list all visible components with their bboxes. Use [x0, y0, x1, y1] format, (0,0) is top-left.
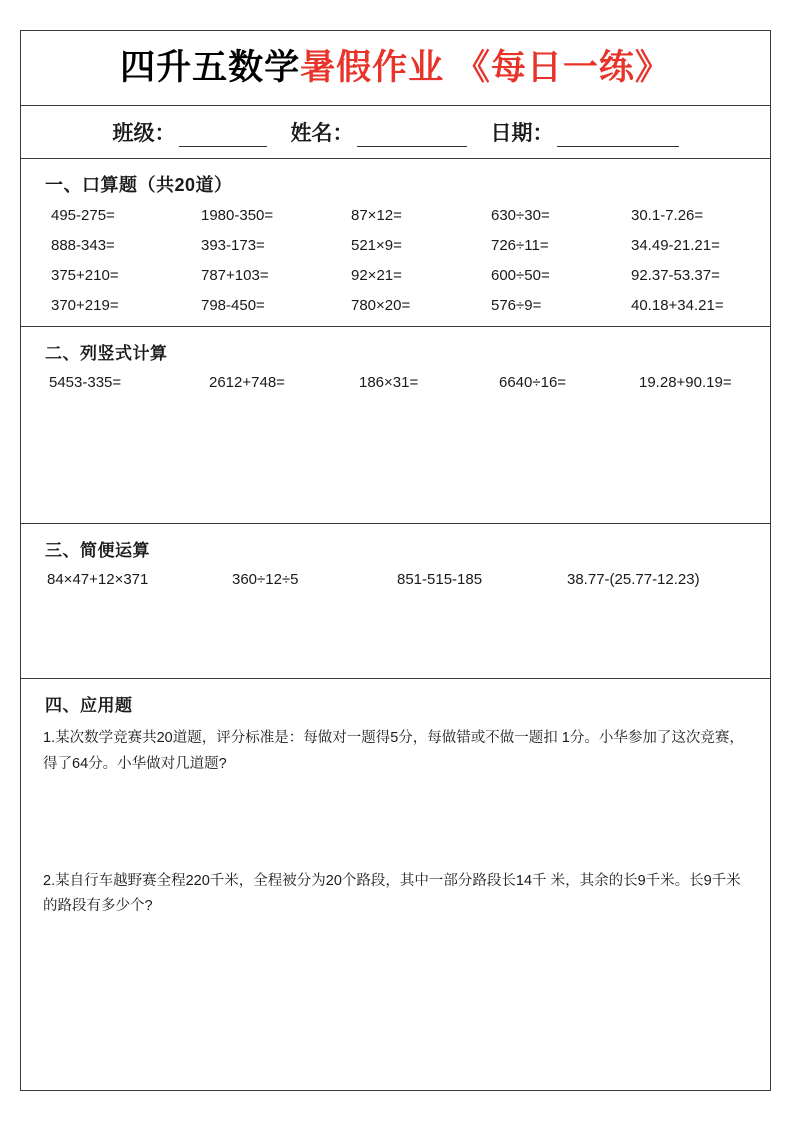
oral-problem: 393-173= [201, 237, 265, 255]
class-field [113, 117, 267, 147]
date-input-blank[interactable] [557, 129, 679, 147]
vertical-problem-row [35, 374, 756, 391]
date-label: 日期： [490, 122, 554, 146]
section-2-heading: 二、列竖式计算 [45, 344, 168, 364]
vertical-problem: 2612+748= [209, 374, 285, 392]
section-1-heading: 一、口算题（共20道） [45, 175, 233, 196]
student-info-row [21, 106, 770, 159]
vertical-work-area[interactable] [35, 391, 756, 511]
oral-problem: 34.49-21.21= [631, 237, 720, 255]
vertical-problem: 5453-335= [49, 374, 122, 392]
oral-problem: 40.18+34.21= [631, 297, 724, 315]
word-problem-2: 2.某自行车越野赛全程220千米，全程被分为20个路段，其中一部分路段长14千 米，其余的长9千米。长9千米的路段有多少个? [43, 873, 741, 915]
vertical-problem: 19.28+90.19= [639, 374, 732, 392]
oral-problem: 787+103= [201, 267, 269, 285]
oral-problem: 726÷11= [491, 237, 549, 255]
section-word-problems [21, 679, 770, 1090]
simple-problem: 84×47+12×371 [47, 571, 149, 589]
simple-problem: 38.77-(25.77-12.23) [567, 571, 700, 589]
class-label: 班级： [112, 122, 176, 146]
section-simple-calculation [21, 524, 770, 679]
oral-problem: 1980-350= [201, 207, 274, 225]
section-4-heading: 四、应用题 [45, 696, 133, 716]
worksheet-title-bar [21, 31, 770, 106]
section-oral-calculation [21, 159, 770, 327]
oral-problem: 600÷50= [491, 267, 550, 285]
oral-problem: 87×12= [351, 207, 402, 225]
section-3-heading: 三、简便运算 [45, 541, 150, 561]
word-problem-1: 1.某次数学竞赛共20道题，评分标准是：每做对一题得5分，每做错或不做一题扣 1分。小华参加了这次竞赛，得了64分。小华做对几道题? [43, 730, 744, 772]
oral-problem: 370+219= [51, 297, 119, 315]
word-problem-2-answer-area[interactable] [35, 920, 756, 1090]
vertical-problem: 186×31= [359, 374, 419, 392]
name-input-blank[interactable] [357, 129, 467, 147]
oral-problem-grid [35, 207, 756, 314]
oral-problem: 780×20= [351, 297, 411, 315]
page-title-part2: 暑假作业 《每日一练》 [300, 48, 671, 87]
name-label: 姓名： [290, 122, 354, 146]
vertical-problem: 6640÷16= [499, 374, 567, 392]
simple-work-area[interactable] [35, 588, 756, 666]
class-input-blank[interactable] [179, 129, 267, 147]
worksheet-sheet [20, 30, 771, 1091]
page-title-part1: 四升五数学 [120, 48, 301, 87]
name-field [291, 117, 467, 147]
simple-problem-row [35, 571, 756, 588]
section-vertical-calculation [21, 327, 770, 524]
oral-problem: 630÷30= [491, 207, 550, 225]
simple-problem: 851-515-185 [397, 571, 483, 589]
word-problem-1-answer-area[interactable] [35, 777, 756, 869]
page-title [21, 48, 770, 88]
oral-problem: 30.1-7.26= [631, 207, 704, 225]
oral-problem: 92×21= [351, 267, 402, 285]
oral-problem: 798-450= [201, 297, 265, 315]
date-field [491, 117, 679, 147]
oral-problem: 375+210= [51, 267, 119, 285]
oral-problem: 521×9= [351, 237, 402, 255]
oral-problem: 888-343= [51, 237, 115, 255]
oral-problem: 495-275= [51, 207, 115, 225]
simple-problem: 360÷12÷5 [232, 571, 299, 589]
oral-problem: 576÷9= [491, 297, 542, 315]
oral-problem: 92.37-53.37= [631, 267, 720, 285]
